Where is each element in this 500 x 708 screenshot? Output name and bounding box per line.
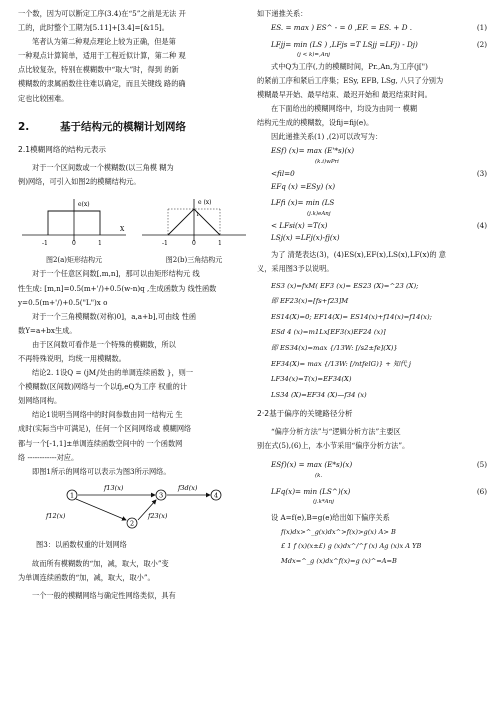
- equation-4b: < LFsi(x) =T(x): [271, 220, 328, 230]
- fig2a-xlabel: X: [120, 225, 125, 233]
- equation-5: [257, 459, 487, 472]
- equation-4a: LFfi (x)= min (LS: [271, 198, 335, 208]
- figure-2b-caption: 图2(b)三角结构元: [165, 256, 223, 265]
- para-b-15: 即图1所示的网络可以表示为图3所示网络。: [32, 466, 171, 476]
- para-author-5: 定也比较困难。: [18, 93, 69, 103]
- equation-6-number: (6): [476, 486, 487, 496]
- order-line-2: £ 1 f (x)(x±£) g (x)dx^/^f (x) Ag (x)x A YB: [281, 542, 422, 551]
- calc-line-4: ESd 4 (x)=m1Lx[EF3(x)EF24 (x)]: [271, 328, 386, 337]
- order-line-3: Mdx=^_g (x)dx^f(x)=g (x)^=A=B: [281, 556, 397, 565]
- left-column: [18, 8, 250, 604]
- figure-3-caption: 图3：以函数权重的计划网络: [36, 539, 127, 549]
- fig2a-ylabel: e(x): [78, 200, 90, 208]
- equation-6-subscript: (j.k*Anj: [313, 499, 334, 506]
- fig2b-tick-0: 0: [192, 239, 196, 247]
- para-2-1: 为了 清楚表达(3)，(4)ES(x),EF(x),LS(x),LF(x)的 意: [271, 249, 446, 259]
- equation-3-number: (3): [476, 168, 487, 178]
- fig2b-tick-1: 1: [218, 239, 222, 247]
- calc-line-6: EF34(X)= max {/13W: [/ntfelG)} + 知代 j: [271, 359, 411, 368]
- triangle-structure-element-plot: [138, 195, 250, 251]
- equation-3: [257, 145, 487, 193]
- section-heading: [18, 119, 250, 135]
- para-a-1: 对于一个区间数或一个模糊数(以三角模 糊为: [32, 163, 174, 173]
- equation-5-number: (5): [476, 460, 487, 470]
- para-b-6: 由于区间数可看作是一个特殊的模糊数，所以: [32, 339, 176, 349]
- para-2-2: 义，采用图3予以说明。: [257, 264, 334, 273]
- fig2a-tick-1: 1: [98, 239, 102, 247]
- fig2a-tick-0: 0: [72, 239, 76, 247]
- para-1-2: 的紧前工序和紧后工序集；ESy, EFB, LSg, 八只了分别为: [257, 75, 444, 85]
- para-b-9: 个模糊数(区间数)网络与一个以fj,eQ为工序 权重的计: [18, 382, 187, 392]
- fig2a-tick-neg1: -1: [42, 239, 48, 247]
- equation-2-body: LFjj= min (LS ) ,LFjs =T LSjj =LFj) - Dj): [271, 39, 418, 49]
- para-a-2: 例)网络，可引入如图2的模糊结构元。: [18, 177, 141, 187]
- para-3-1: “偏序分析方法”与“逻辑分析方法”主要区: [271, 427, 401, 437]
- para-b-1: 对于一个任意区间数[,m,n]，那可以由矩形结构元 线: [32, 269, 200, 279]
- figure-3: [28, 480, 250, 539]
- section-title: 基于结构元的模糊计划网络: [60, 121, 186, 134]
- node-2: 2: [130, 519, 135, 528]
- para-b-8: 结论2. 1设Q = (jM∫处由的单调连续函数 }，则一: [32, 368, 194, 378]
- equation-5-body: ESf)(x) = max (E*s)(x): [271, 460, 353, 470]
- equation-2-subscript: (j < k)=,Anj: [297, 52, 331, 59]
- figure-2a: [18, 195, 130, 267]
- fig2b-one-label: 1: [196, 211, 200, 218]
- edge-f12: f12(x): [46, 512, 66, 521]
- para-b-14: 络 ------------对应。: [18, 452, 79, 462]
- para-b-12: 成时(实际当中可满足)，任何一个区间网络或 模糊网络: [18, 424, 192, 434]
- node-1: 1: [70, 491, 75, 500]
- calc-line-2: 即 EF23(x)=[fs+f23]M: [271, 297, 349, 306]
- para-top-2: 工的，此时整个工期为[5.11]+[3.4]=[&15]。: [18, 23, 169, 33]
- equation-1-number: (1): [476, 23, 487, 33]
- equation-3a-subscript: (k.i)wPri: [315, 159, 339, 166]
- para-1-4: 在下面给出的模糊网络中，均设为由同一 模糊: [271, 104, 418, 114]
- edge-f3d: f3d(x): [178, 484, 198, 493]
- equation-1-body: ES. = max ) ES^ - = 0 ,EF. = ES. + D .: [271, 23, 413, 33]
- right-column: [257, 8, 487, 569]
- figure-2-row: [18, 195, 250, 267]
- calc-line-1: ES3 (x)=fxM( EF3 (x)= ES23 (X)=^23 (X);: [271, 281, 419, 290]
- figure-2b: [138, 195, 250, 267]
- edge-f23: f23(x): [148, 512, 168, 521]
- equation-4c: LSj(x) =LFj(x)-fj(x): [271, 233, 340, 243]
- para-b-11: 结论1说明当网络中的时间参数由同一结构元 生: [32, 410, 183, 420]
- fig2b-ylabel: e (x): [198, 198, 212, 206]
- calc-line-3: ES14(X)=0; EF14(X)= ES14(x)+f14(x)=f14(x);: [271, 312, 432, 321]
- para-1-3: 模糊最早开始、最早结束、最迟开始和 最迟结束时间。: [257, 89, 432, 99]
- equation-4a-subscript: (j.k)eAnj: [307, 211, 331, 218]
- para-b-2: 性生成: [m,n]=0.5(m+'/)+0.5(w-n)q ,生成函数为 线性函数: [18, 283, 217, 293]
- equation-3c: EFq (x) =ESy) (x): [271, 181, 336, 191]
- equation-2: [257, 39, 487, 52]
- figure-2a-caption: 图2(a)矩形结构元: [45, 256, 103, 265]
- para-top-1: 一个数，因为可以断定工序(3.4)在“5”之前是无法 开: [18, 9, 186, 18]
- equation-5-subscript: (k.: [315, 472, 323, 479]
- node-3: 3: [159, 491, 164, 500]
- recursion-intro: 如下递推关系：: [257, 9, 308, 18]
- para-b-13: 都与一个[-1,1]±单调连续函数空间中的 一个函数网: [18, 438, 183, 448]
- para-4: 设 A=f(e),B=g(e)给出如下偏序关系: [271, 513, 390, 523]
- para-c-3: 一个一般的模糊网络与确定性网络类似，具有: [32, 591, 176, 601]
- calc-line-5: 即 ES34(x)=max {/13W: [/s2±fe](X)}: [271, 343, 398, 352]
- equation-6: [257, 486, 487, 499]
- equation-3a: ESf) (x)= max (E'*s)(x): [271, 146, 355, 156]
- order-line-1: f(x)dx>^_g(x)dx^>f(x)>g(x) A> B: [281, 528, 396, 537]
- para-b-3: y=0.5(m+'/)+0.5("L")x o: [18, 297, 108, 307]
- para-c-1: 故而所有模糊数的“加，减，取大，取小”变: [32, 558, 169, 568]
- para-author-3: 点比较复杂，特别在模糊数中“取大”时，得到 的新: [18, 65, 179, 75]
- fig2b-tick-neg1: -1: [162, 239, 168, 247]
- calc-line-8: LS34 (X)=EF34 (X)—f34 (x): [271, 390, 367, 399]
- para-3-2: 别在式(5),(6)上，本小节采用“偏序分析方法”。: [257, 441, 410, 451]
- equation-4-number: (4): [476, 220, 487, 230]
- para-author-4: 模糊数的隶属函数往往难以确定，而且关键线 路的确: [18, 79, 186, 89]
- edge-f13: f13(x): [104, 484, 124, 493]
- para-1-1: 式中Q为工序(,力的模糊时间，Pr.,An,为工序(j["): [271, 61, 428, 71]
- equation-3b: <fil=0: [271, 168, 295, 178]
- para-1-5: 结构元生成的模糊数，设fij=fij(e)。: [257, 118, 374, 128]
- subsection-heading-2-2: 2·2基于偏序的关键路径分析: [257, 409, 353, 419]
- para-author-2: 一种观点计算简单，适用于工程近似计算，第二种 观: [18, 51, 186, 61]
- para-1-6: 因此递推关系(1) ,(2)可以改写为：: [271, 132, 383, 142]
- function-weighted-network-diagram: [28, 480, 228, 534]
- para-b-10: 划网络同构。: [18, 396, 62, 406]
- equation-6-body: LFq(x)= min (LS^)(x): [271, 486, 351, 496]
- calculation-block: [257, 280, 487, 402]
- equation-2-number: (2): [476, 39, 487, 49]
- para-b-7: 不再特殊说明，均统一用模糊数。: [18, 354, 126, 363]
- section-number: 2.: [18, 121, 30, 134]
- equation-4: [257, 197, 487, 245]
- para-author-1: 笔者认为第二种观点理论上较为正确，但是第: [32, 37, 176, 47]
- para-b-5: 数Y=a+bx生成。: [18, 325, 77, 335]
- node-4: 4: [214, 491, 219, 500]
- para-c-2: 为单调连续函数的“加，减，取大，取小”。: [18, 572, 155, 582]
- calc-line-7: LF34(x)=T(x)=EF34(X): [271, 375, 352, 384]
- subsection-heading-2-1: 2.1模糊网络的结构元表示: [18, 145, 107, 155]
- partial-order-relations: [257, 526, 487, 567]
- para-b-4: 对于一个三角模糊数(对称)0]，a,a+b],可由线 性函: [32, 311, 197, 321]
- equation-1: [257, 22, 487, 35]
- rectangle-structure-element-plot: [18, 195, 130, 251]
